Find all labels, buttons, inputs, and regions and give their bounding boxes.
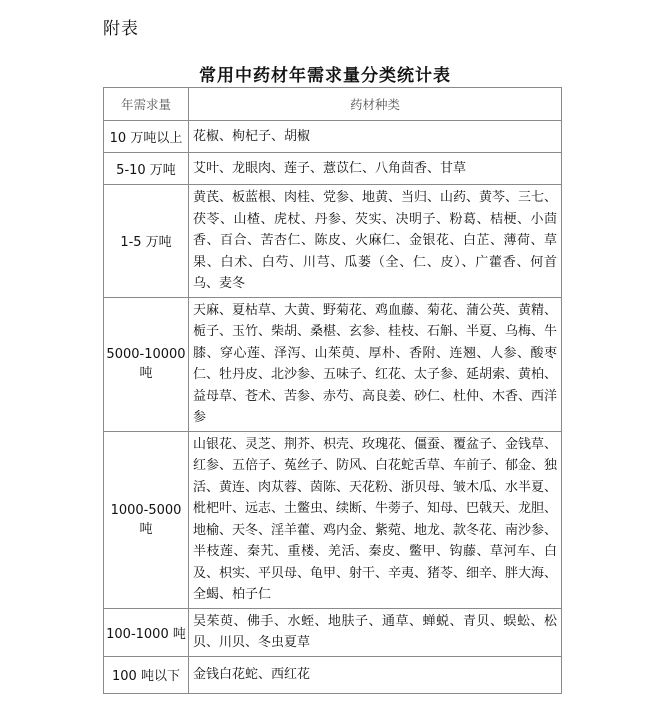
demand-cell: 5000-10000 吨 [104,297,189,431]
herbs-cell: 天麻、夏枯草、大黄、野菊花、鸡血藤、菊花、蒲公英、黄精、栀子、玉竹、柴胡、桑椹、玄参、桂枝、石斛、半夏、乌梅、牛膝、穿心莲、泽泻、山茱萸、厚朴、香附、连翘、人参、酸枣仁、牡丹皮、北沙参、五味子、红花、太子参、延胡索、黄柏、益母草、苍术、苦参、赤芍、高良姜、砂仁、杜仲、木香、西洋参 [189,297,562,431]
table-title: 常用中药材年需求量分类统计表 [199,66,451,86]
demand-cell: 1000-5000 吨 [104,431,189,608]
herbs-cell: 花椒、枸杞子、胡椒 [189,121,562,153]
table-row [104,656,562,693]
header-herb-category: 药材种类 [189,88,562,121]
table-row [104,121,562,153]
demand-statistics-table [103,87,562,694]
table-row [104,608,562,656]
appendix-label: 附表 [103,19,139,39]
demand-cell: 100-1000 吨 [104,608,189,656]
table-row [104,297,562,431]
table-row [104,185,562,298]
herbs-cell: 艾叶、龙眼肉、莲子、薏苡仁、八角茴香、甘草 [189,153,562,185]
demand-cell: 5-10 万吨 [104,153,189,185]
demand-cell: 1-5 万吨 [104,185,189,298]
header-annual-demand: 年需求量 [104,88,189,121]
demand-cell: 100 吨以下 [104,656,189,693]
table-row [104,153,562,185]
herbs-cell: 金钱白花蛇、西红花 [189,656,562,693]
herbs-cell: 山银花、灵芝、荆芥、枳壳、玫瑰花、僵蚕、覆盆子、金钱草、红参、五倍子、菟丝子、防风、白花蛇舌草、车前子、郁金、独活、黄连、肉苁蓉、茵陈、天花粉、浙贝母、皱木瓜、水半夏、枇杷叶、远志、土鳖虫、续断、牛蒡子、知母、巴戟天、龙胆、地榆、天冬、淫羊藿、鸡内金、紫菀、地龙、款冬花、南沙参、半枝莲、秦艽、重楼、羌活、秦皮、鳖甲、钩藤、草河车、白及、枳实、平贝母、龟甲、射干、辛夷、猪苓、细辛、胖大海、全蝎、柏子仁 [189,431,562,608]
table-header-row [104,88,562,121]
herbs-cell: 黄芪、板蓝根、肉桂、党参、地黄、当归、山药、黄芩、三七、茯苓、山楂、虎杖、丹参、芡实、决明子、粉葛、桔梗、小茴香、百合、苦杏仁、陈皮、火麻仁、金银花、白芷、薄荷、草果、白术、白芍、川芎、瓜蒌（全、仁、皮）、广藿香、何首乌、麦冬 [189,185,562,298]
herbs-cell: 吴茱萸、佛手、水蛭、地肤子、通草、蝉蜕、青贝、蜈蚣、松贝、川贝、冬虫夏草 [189,608,562,656]
demand-cell: 10 万吨以上 [104,121,189,153]
table-row [104,431,562,608]
